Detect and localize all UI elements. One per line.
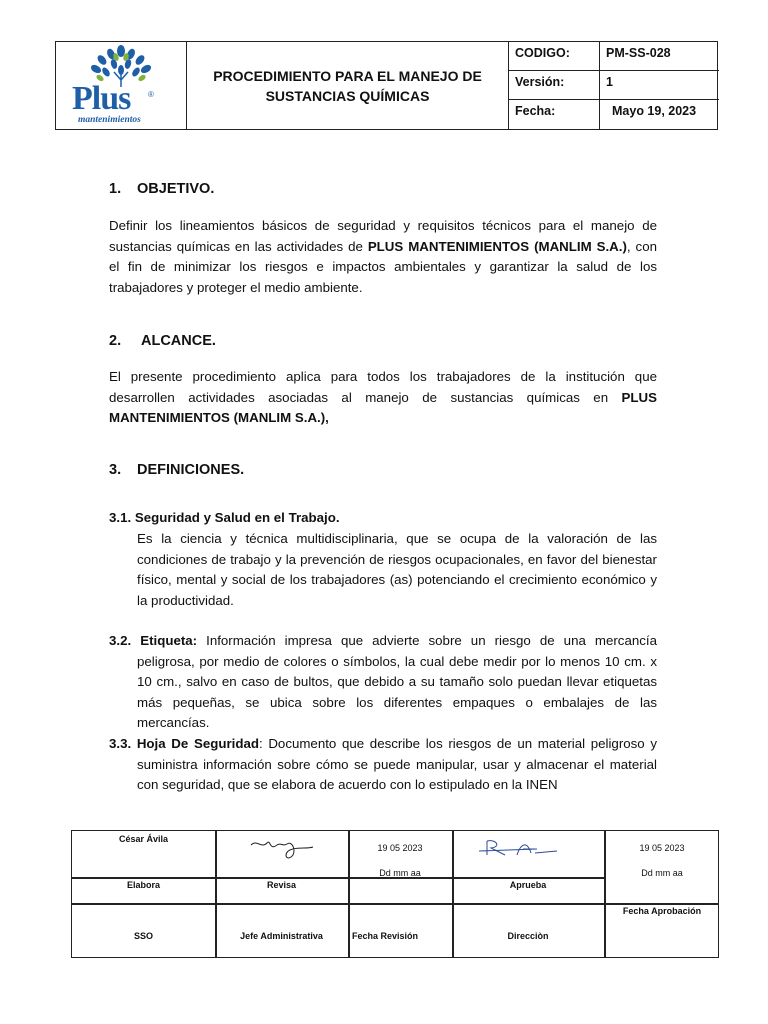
fecha-value: Mayo 19, 2023 [612, 104, 697, 118]
aprueba-signature-icon [477, 837, 567, 859]
logo-registered-mark: ® [148, 90, 154, 99]
definition-3-3 [109, 734, 657, 796]
aprueba-label: Aprueba [509, 880, 547, 890]
s1-text-c: , con el fin de minimizar los riesgos e impactos ambientales y garantizar la salud de los trabajadores y proteger el medio ambiente. [109, 238, 658, 295]
section-1-paragraph [109, 216, 657, 298]
review-date: 19 05 2023 [377, 843, 423, 853]
d32-body-text: Información impresa que advierte sobre un riesgo de una mercancía peligrosa, por medio de colores o símbolos, la cual debe medir por lo menos 10 cm. x 10 cm., salvo en caso de bultos, que debido a su tamaño solo puedan llevar etiquetas más pequeñas, se ubica sobre los diferentes empaques o embalajes de las mercancías. [137, 633, 657, 730]
s2-company-name: PLUS MANTENIMIENTOS (MANLIM S.A.), [109, 389, 657, 425]
logo-subtext: mantenimientos [78, 115, 141, 125]
codigo-value: PM-SS-028 [606, 46, 671, 60]
sso-label: SSO [133, 931, 153, 941]
logo-cell [56, 42, 187, 129]
definition-3-1-text: Es la ciencia y técnica multidisciplinaria, que se ocupa de la valoración de las condiciones de trabajo y la prevención de riesgos ocupacionales, en favor del bienestar físico, mental y social de los trabajadores (as) potenciando el crecimiento económico y la productividad. [137, 531, 657, 608]
document-header [55, 41, 718, 130]
section-2-heading [109, 333, 216, 349]
approval-table [71, 830, 719, 958]
fecha-revision-label: Fecha Revisión [352, 931, 419, 941]
approval-date: 19 05 2023 [639, 843, 685, 853]
d33-label-text: 3.3. Hoja De Seguridad [109, 736, 259, 751]
d31-label-text: 3.1. Seguridad y Salud en el Trabajo. [109, 510, 340, 525]
s2-text-a: El presente procedimiento aplica para todos los trabajadores de la institución que desarrollen actividades asociadas al manejo de sustancias químicas en [109, 369, 657, 405]
section-3-title: DEFINICIONES. [137, 462, 245, 478]
fecha-label: Fecha: [509, 100, 600, 130]
section-1-number: 1. [109, 181, 122, 197]
logo-text: Plus [72, 80, 131, 117]
section-2-title: ALCANCE. [141, 333, 216, 349]
section-2-number: 2. [109, 333, 122, 349]
definition-3-1-label [109, 508, 657, 529]
fecha-aprobacion-label: Fecha Aprobación [622, 906, 702, 916]
version-label: Versión: [509, 71, 600, 99]
elabora-label: Elabora [126, 880, 160, 890]
s1-text-a: Definir los lineamientos básicos de seguridad y requisitos técnicos para el manejo de sustancias químicas en las actividades de [109, 218, 657, 254]
elabora-name: César Ávila [118, 834, 169, 844]
codigo-row [509, 42, 719, 71]
section-1-title: OBJETIVO. [137, 181, 215, 197]
s1-company-name: PLUS MANTENIMIENTOS (MANLIM S.A.) [367, 238, 627, 254]
d32-label-text: 3.2. Etiqueta: [109, 633, 198, 648]
fecha-row [509, 100, 719, 130]
version-row [509, 71, 719, 100]
definition-3-2 [109, 631, 657, 734]
approval-date-format: Dd mm aa [641, 868, 683, 878]
section-3-number: 3. [109, 462, 122, 478]
revisa-label: Revisa [266, 880, 297, 890]
jefe-label: Jefe Administrativa [240, 931, 323, 941]
version-value: 1 [606, 75, 613, 89]
review-date-format: Dd mm aa [379, 868, 421, 878]
section-1-heading [109, 181, 214, 197]
section-2-paragraph [109, 367, 657, 429]
section-3-heading [109, 462, 244, 478]
codigo-label: CODIGO: [509, 42, 600, 70]
direccion-label: Direcciòn [507, 931, 549, 941]
d33-body-text: : Documento que describe los riesgos de un material peligroso y suministra información sobre cómo se puede manipular, usar y almacenar el material con seguridad, que se elabora de acuerdo con lo estipulado en la INEN [137, 736, 657, 792]
revisa-signature-icon [247, 835, 319, 863]
document-title: PROCEDIMIENTO PARA EL MANEJO DE SUSTANCIAS QUÍMICAS [187, 42, 509, 129]
